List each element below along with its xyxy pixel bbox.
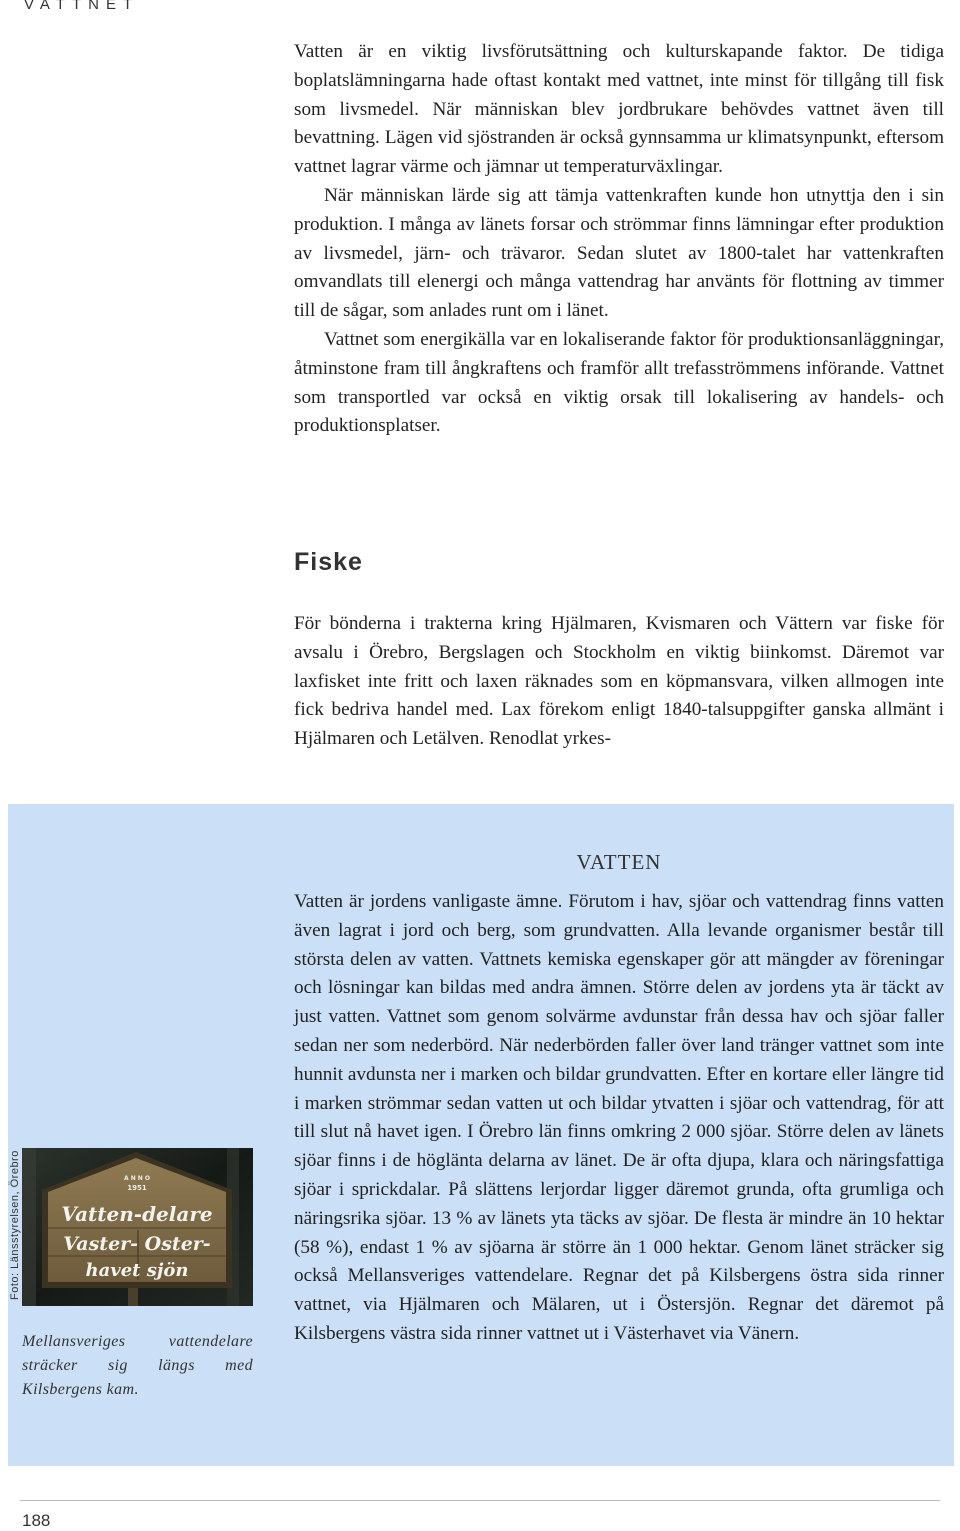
sign-photo <box>22 1148 253 1306</box>
section-heading-fiske: Fiske <box>294 548 363 576</box>
sign-text-line-2: 1951 <box>127 1184 147 1192</box>
intro-paragraph-3: Vattnet som energikälla var en lokaliserande faktor för produktionsanläggningar, åtminstone fram till ångkraftens och framför allt trefasströmmens införande. Vattnet som transportled var också en viktig orsak till lokalisering av handels- och produktionsplatser. <box>294 328 944 437</box>
intro-paragraph-2: När människan lärde sig att tämja vattenkraften kunde hon utnyttja den i sin produktion. I många av länets forsar och strömmar finns lämningar efter produktion av livsmedel, järn- och trävaror. Sedan slutet av 1800-talet har vattenkraften omvandlats till elenergi och många vattendrag har använts för flottning av timmer till de sågar, som anlades runt om i länet. <box>294 184 944 322</box>
info-box-text <box>294 888 944 1349</box>
intro-paragraph-1: Vatten är en viktig livsförutsättning och kulturskapande faktor. De tidiga boplatslämningarna hade oftast kontakt med vattnet, inte minst för tillgång till fisk som livsmedel. När människan blev jordbrukare behövdes vattnet även till bevattning. Lägen vid sjöstranden är också gynnsamma ur klimatsynpunkt, eftersom vattnet lagrar värme och jämnar ut temperaturväxlingar. <box>294 41 944 178</box>
fiske-paragraph: För bönderna i trakterna kring Hjälmaren, Kvismaren och Vättern var fiske för avsalu i Örebro, Bergslagen och Stockholm en viktig biinkomst. Däremot var laxfisket inte fritt och laxen räknades som en köpmansvara, vilken allmogen inte fick bedriva handel med. Lax förekom enligt 1840-talsuppgifter ganska allmänt i Hjälmaren och Letälven. Renodlat yrkes- <box>294 613 944 750</box>
sign-text-line-3: Vatten-delare <box>61 1202 213 1226</box>
sign-text-line-1: A N N O <box>123 1175 151 1182</box>
photo-caption: Mellansveriges vattendelare sträcker sig längs med Kilsbergens kam. <box>22 1333 253 1398</box>
footer-rule <box>20 1500 940 1501</box>
sign-text-line-5: havet sjön <box>85 1260 189 1281</box>
page-number: 188 <box>22 1511 51 1530</box>
sign-photo-image <box>22 1148 253 1306</box>
photo-credit: Foto: Länsstyrelsen, Örebro <box>9 1150 21 1300</box>
info-box-title: VATTEN <box>576 850 662 874</box>
fiske-text <box>294 610 944 754</box>
sign-text-line-4: Vaster- Oster- <box>63 1233 211 1255</box>
info-box-paragraph: Vatten är jordens vanligaste ämne. Förutom i hav, sjöar och vattendrag finns vatten även lagrat i jord och berg, som grundvatten. Alla levande organismer består till största delen av vatten. Vattnets kemiska egenskaper gör att mängder av föreningar och lösningar kan bildas med andra ämnen. Större delen av jordens yta är täckt av just vatten. Vattnet som genom solvärme avdunstar från dessa hav och sjöar faller sedan ner som nederbörd. När nederbörden faller över land tränger vattnet som inte hunnit avdunsta ner i marken och bildar grundvatten. Efter en kortare eller längre tid i marken strömmar sedan vatten ut och bildar ytvatten i sjöar och vattendrag, för att till slut nå havet igen. I Örebro län finns omkring 2 000 sjöar. Större delen av länets sjöar finns i de höglänta delarna av länet. De är ofta djupa, klara och näringsfattiga sjöar i sprickdalar. På slättens lerjordar ligger däremot grunda, ofta grumliga och näringsrika sjöar. 13 % av länets yta täcks av sjöar. De flesta är mindre än 10 hektar (58 %), endast 1 % av sjöarna är större än 1 000 hektar. Genom länet sträcker sig också Mellansveriges vattendelare. Regnar det på Kilsbergens östra sida rinner vattnet, via Hjälmaren och Mälaren, ut i Östersjön. Regnar det däremot på Kilsbergens västra sida rinner vattnet ut i Västerhavet via Vänern. <box>294 891 944 1344</box>
running-head: VATTNET <box>24 0 140 13</box>
intro-text <box>294 38 944 441</box>
